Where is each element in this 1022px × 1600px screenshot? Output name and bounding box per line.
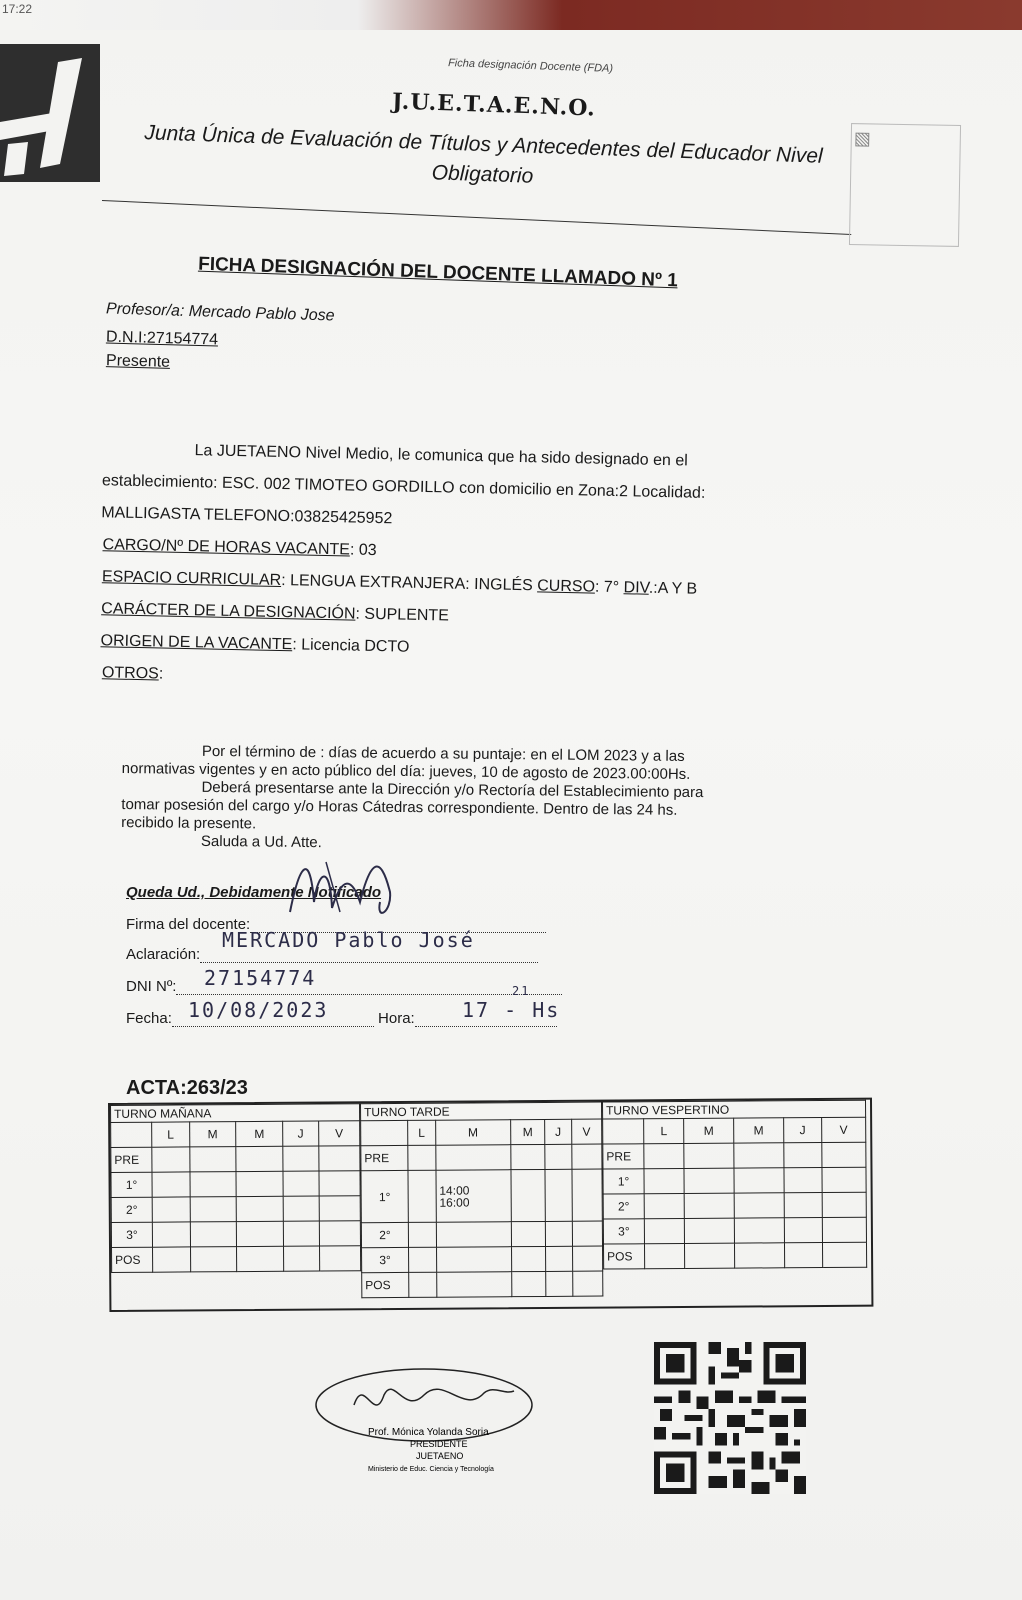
day-header: M [734, 1118, 784, 1143]
header-rule [102, 200, 851, 235]
day-header: V [571, 1119, 602, 1144]
president-seal [314, 1365, 536, 1485]
row-label: 3° [362, 1247, 409, 1272]
origen-value: : Licencia DCTO [292, 636, 410, 656]
org-acronym: J.U.E.T.A.E.N.O. [391, 88, 597, 122]
otros-value: : [158, 665, 164, 683]
day-header: J [545, 1119, 572, 1144]
paragraph-line-1: Por el término de : días de acuerdo a su puntaje: en el LOM 2023 y a las [201, 742, 685, 765]
day-header: M [236, 1121, 283, 1146]
corner-mark-icon: ▧ [853, 128, 871, 149]
paragraph-line-3: Deberá presentarse ante la Dirección y/o Rectoría del Establecimiento para [201, 778, 704, 802]
row-label: POS [603, 1244, 644, 1269]
body-line-1: La JUETAENO Nivel Medio, le comunica que ha sido designado en el [194, 442, 688, 470]
body-line-3: MALLIGASTA TELEFONO:03825425952 [101, 504, 393, 528]
turno-manana-table [110, 1103, 361, 1273]
turno-tarde-table [360, 1102, 603, 1299]
caracter-line [101, 600, 449, 625]
org-name: Junta Única de Evaluación de Títulos y Antecedentes del Educador Nivel Obligatorio [144, 121, 824, 188]
paragraph-line-5: recibido la presente. [121, 814, 257, 833]
otros-line [102, 664, 164, 683]
acta-number: ACTA:263/23 [126, 1077, 248, 1099]
day-header: V [822, 1117, 866, 1142]
corner-box [849, 123, 961, 247]
juetaeno-logo-icon [0, 44, 100, 182]
dni-line [126, 978, 562, 995]
form-code: Ficha designación Docente (FDA) [447, 57, 614, 75]
fecha-label: Fecha: [126, 1010, 172, 1027]
row-label: POS [362, 1272, 409, 1297]
hora-handwritten: 17 - Hs [462, 998, 561, 1022]
day-header: M [510, 1119, 545, 1144]
teacher-signature [280, 842, 410, 932]
caracter-value: : SUPLENTE [355, 605, 450, 625]
qr-code-icon [654, 1340, 806, 1496]
row-label: 2° [111, 1197, 152, 1222]
background-strip [0, 0, 1022, 30]
seal-org: JUETAENO [416, 1451, 464, 1461]
caracter-label: CARÁCTER DE LA DESIGNACIÓN [101, 600, 356, 623]
cargo-line [102, 536, 376, 560]
origen-label: ORIGEN DE LA VACANTE [100, 632, 293, 654]
seal-ministry: Ministerio de Educ. Ciencia y Tecnología [368, 1466, 494, 1473]
day-header: J [283, 1121, 319, 1146]
paragraph-line-2: normativas vigentes y en acto público del día: jueves, 10 de agosto de 2023.00:00Hs. [121, 760, 691, 783]
schedule-entry-tuesday: 14:00 16:00 [436, 1170, 511, 1223]
otros-label: OTROS [101, 664, 159, 683]
dni-label: DNI Nº: [126, 978, 177, 995]
dni-handwritten: 27154774 [204, 966, 317, 990]
row-label: PRE [361, 1145, 408, 1170]
turno-vespertino-table [602, 1100, 867, 1270]
turno-vespertino-label: TURNO VESPERTINO [603, 1100, 866, 1119]
paragraph-line-6: Saluda a Ud. Atte. [200, 832, 322, 852]
paragraph-line-4: tomar posesión del cargo y/o Horas Cátedras correspondiente. Dentro de las 24 hs. [121, 796, 678, 819]
hora-label: Hora: [378, 1010, 415, 1027]
row-label: PRE [603, 1144, 644, 1169]
row-label: PRE [111, 1147, 152, 1172]
curso-value: : 7° [594, 578, 624, 597]
schedule-grid [108, 1098, 873, 1312]
day-header: J [783, 1118, 821, 1143]
day-header: M [435, 1120, 510, 1146]
day-header: M [189, 1122, 236, 1147]
div-label: DIV [623, 579, 650, 597]
document-title: FICHA DESIGNACIÓN DEL DOCENTE LLAMADO Nº 1 [197, 253, 679, 292]
cargo-label: CARGO/Nº DE HORAS VACANTE [102, 536, 351, 559]
origen-line [100, 632, 409, 656]
turno-manana-label: TURNO MAÑANA [111, 1104, 360, 1123]
notification-heading: Queda Ud., Debidamente Notificado [126, 884, 382, 901]
espacio-value: : LENGUA EXTRANJERA: INGLÉS [281, 572, 538, 595]
row-label: 1° [111, 1172, 152, 1197]
seal-name: Prof. Mónica Yolanda Soria [368, 1427, 489, 1438]
div-value: .:A Y B [648, 579, 698, 598]
row-label: 1° [361, 1170, 408, 1222]
fecha-handwritten: 10/08/2023 [188, 998, 329, 1022]
recipient-dni: D.N.I:27154774 [105, 328, 219, 349]
firma-label: Firma del docente: [126, 916, 251, 933]
day-header: L [644, 1118, 684, 1143]
aclaracion-handwritten: MERCADO Pablo José [222, 928, 475, 952]
hora-superscript: 21 [512, 984, 531, 998]
row-label: 3° [603, 1219, 644, 1244]
espacio-label: ESPACIO CURRICULAR [101, 568, 282, 590]
row-label: POS [112, 1247, 153, 1272]
recipient-name: Profesor/a: Mercado Pablo Jose [105, 300, 335, 325]
day-header: L [408, 1120, 436, 1145]
aclaracion-label: Aclaración: [126, 946, 201, 963]
body-line-2: establecimiento: ESC. 002 TIMOTEO GORDILLO con domicilio en Zona:2 Localidad: [101, 472, 706, 502]
turno-tarde-label: TURNO TARDE [361, 1102, 602, 1121]
seal-role: PRESIDENTE [410, 1439, 468, 1449]
row-label: 2° [361, 1222, 408, 1247]
row-label: 2° [603, 1194, 644, 1219]
cargo-value: : 03 [349, 541, 377, 560]
recipient-presente: Presente [105, 352, 171, 371]
row-label: 1° [603, 1169, 644, 1194]
status-time: 17:22 [2, 2, 33, 16]
row-label: 3° [111, 1222, 152, 1247]
curso-label: CURSO [537, 577, 596, 596]
espacio-line [102, 568, 698, 598]
day-header: L [152, 1122, 190, 1147]
day-header: V [318, 1121, 359, 1146]
day-header: M [684, 1118, 734, 1143]
